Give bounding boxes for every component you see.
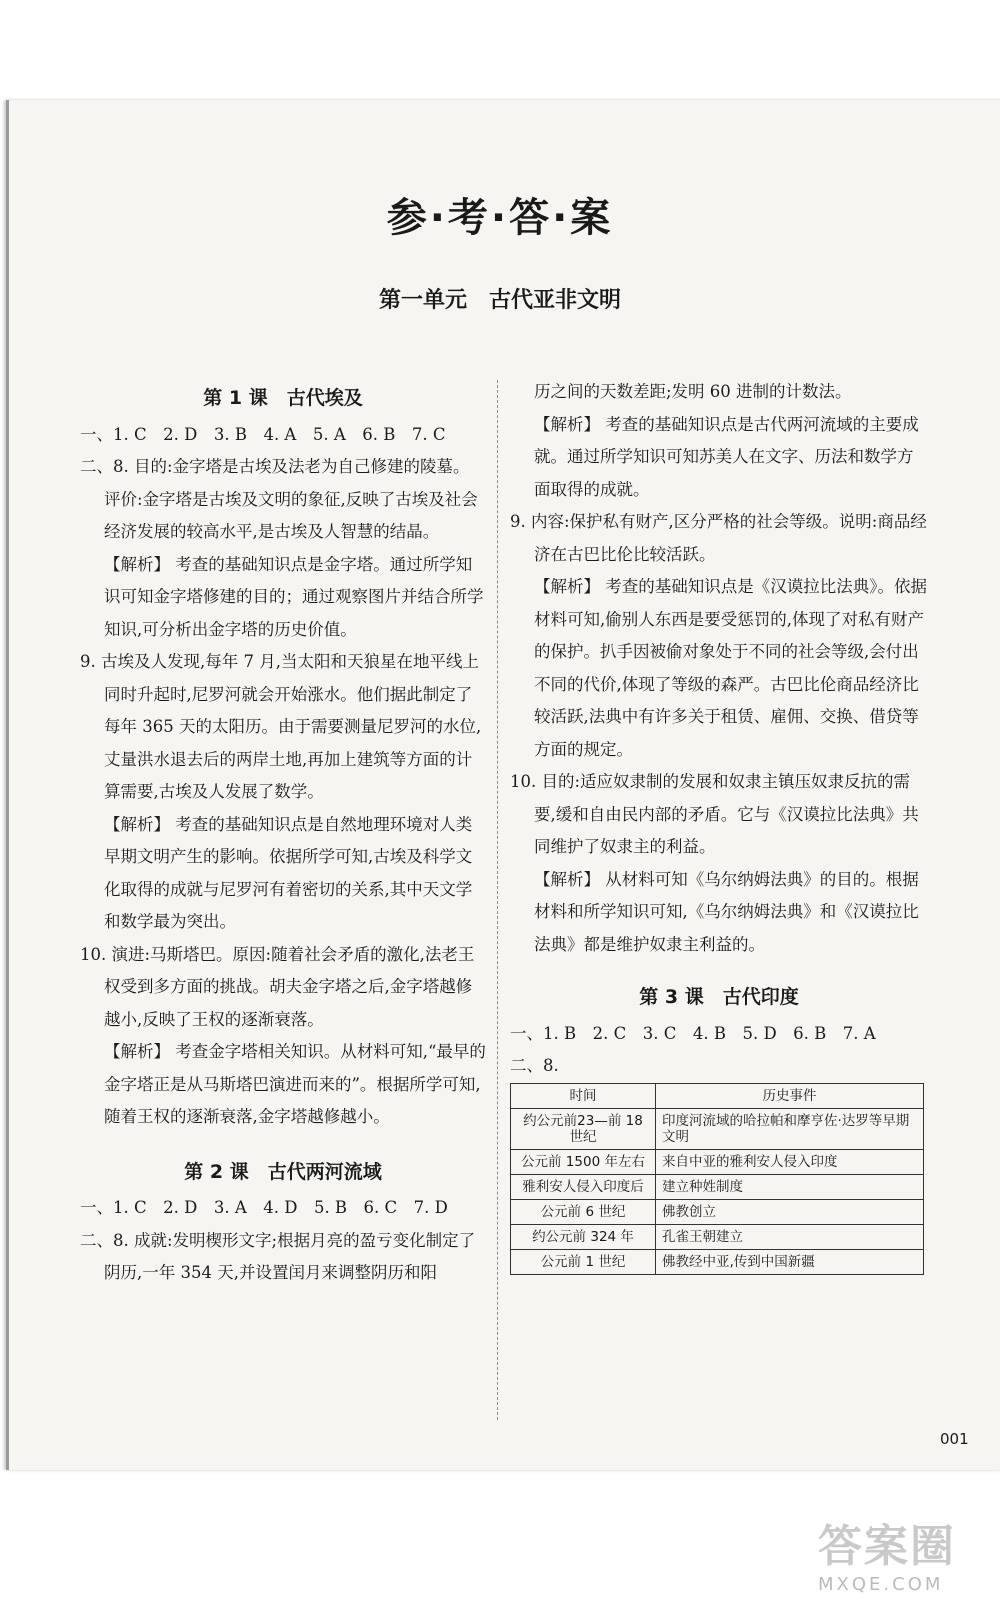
table-cell-event: 佛教经中亚,传到中国新疆: [656, 1249, 924, 1274]
history-events-table: [510, 1083, 924, 1275]
lesson-2-q8: 二、8. 成就:发明楔形文字;根据月亮的盈亏变化制定了阴历,一年 354 天,并设置闰月来调整阴历和阳: [80, 1230, 476, 1282]
watermark-text: 答案圈: [818, 1521, 956, 1572]
lesson-2-q9: 9. 内容:保护私有财产,区分严格的社会等级。说明:商品经济在古巴比伦比较活跃。: [510, 512, 927, 564]
table-row: [511, 1224, 924, 1249]
lesson-2-q8-analysis: 【解析】 考查的基础知识点是古代两河流域的主要成就。通过所学知识可知苏美人在文字、历法和数学方面取得的成就。: [534, 414, 919, 499]
table-cell-event: 来自中亚的雅利安人侵入印度: [656, 1149, 924, 1174]
table-cell-event: 印度河流域的哈拉帕和摩亨佐·达罗等早期文明: [656, 1108, 924, 1149]
table-header-time: 时间: [511, 1083, 656, 1108]
lesson-3-choice-answers: 一、1. B 2. C 3. C 4. B 5. D 6. B 7. A: [510, 1023, 876, 1043]
table-cell-event: 建立种姓制度: [656, 1174, 924, 1199]
watermark-logo: [818, 1510, 956, 1595]
lesson-1-q9-analysis: 【解析】 考查的基础知识点是自然地理环境对人类早期文明产生的影响。依据所学可知,古埃及科学文化取得的成就与尼罗河有着密切的关系,其中天文学和数学最为突出。: [104, 814, 473, 931]
lesson-1-title: 第 1 课 古代埃及: [203, 387, 363, 409]
table-cell-time: 雅利安人侵入印度后: [511, 1174, 656, 1199]
unit-heading: 第一单元 古代亚非文明: [378, 288, 621, 313]
page-number: 001: [940, 1430, 969, 1448]
page-title: 参·考·答·案: [386, 195, 614, 241]
table-cell-event: 孔雀王朝建立: [656, 1224, 924, 1249]
watermark-url: MXQE.COM: [818, 1574, 944, 1595]
lesson-3-q8: 二、8.: [510, 1056, 559, 1075]
left-column: [80, 376, 486, 1290]
lesson-1-q8-analysis: 【解析】 考查的基础知识点是金字塔。通过所学知识可知金字塔修建的目的；通过观察图片并结合所学知识,可分析出金字塔的历史价值。: [104, 554, 484, 639]
lesson-1-choice-answers: 一、1. C 2. D 3. B 4. A 5. A 6. B 7. C: [80, 424, 446, 444]
table-cell-time: 约公元前23—前 18 世纪: [511, 1108, 656, 1149]
table-row: [511, 1174, 924, 1199]
lesson-2-q8-continued: 历之间的天数差距;发明 60 进制的计数法。: [534, 382, 852, 401]
lesson-2-choice-answers: 一、1. C 2. D 3. A 4. D 5. B 6. C 7. D: [80, 1198, 448, 1217]
table-cell-time: 公元前 1500 年左右: [511, 1149, 656, 1174]
lesson-3-title: 第 3 课 古代印度: [639, 986, 799, 1008]
table-row: [511, 1199, 924, 1224]
table-header-row: [511, 1083, 924, 1108]
table-cell-time: 约公元前 324 年: [511, 1224, 656, 1249]
lesson-1-q10-analysis: 【解析】 考查金字塔相关知识。从材料可知,“最早的金字塔正是从马斯塔巴演进而来的”。根据所学可知,随着王权的逐渐衰落,金字塔越修越小。: [104, 1042, 486, 1126]
lesson-2-q9-analysis: 【解析】 考查的基础知识点是《汉谟拉比法典》。依据材料可知,偷别人东西是要受惩罚的,体现了对私有财产的保护。扒手因被偷对象处于不同的社会等级,会付出不同的代价,体现了等级的森严。古巴比伦商品经济比较活跃,法典中有许多关于租赁、雇佣、交换、借贷等方面的规定。: [534, 577, 927, 759]
lesson-1-q8: 二、8. 目的:金字塔是古埃及法老为自己修建的陵墓。评价:金字塔是古埃及文明的象征,反映了古埃及社会经济发展的较高水平,是古埃及人智慧的结晶。: [80, 457, 478, 541]
table-row: [511, 1249, 924, 1274]
lesson-2-title: 第 2 课 古代两河流域: [184, 1160, 382, 1183]
table-row: [511, 1108, 924, 1149]
table-cell-time: 公元前 6 世纪: [511, 1199, 656, 1224]
lesson-1-q9: 9. 古埃及人发现,每年 7 月,当太阳和天狼星在地平线上同时升起时,尼罗河就会开始涨水。他们据此制定了每年 365 天的太阳历。由于需要测量尼罗河的水位,丈量洪水退去后的两岸土地,再加上建筑等方面的计算需要,古埃及人发展了数学。: [80, 652, 482, 801]
table-header-event: 历史事件: [656, 1083, 924, 1108]
right-column: [510, 376, 928, 1275]
lesson-2-q10: 10. 目的:适应奴隶制的发展和奴隶主镇压奴隶反抗的需要,缓和自由民内部的矛盾。它与《汉谟拉比法典》共同维护了奴隶主的利益。: [510, 772, 919, 856]
table-cell-time: 公元前 1 世纪: [511, 1249, 656, 1274]
table-row: [511, 1149, 924, 1174]
table-cell-event: 佛教创立: [656, 1199, 924, 1224]
column-divider: [497, 380, 498, 1420]
lesson-2-q10-analysis: 【解析】 从材料可知《乌尔纳姆法典》的目的。根据材料和所学知识可知,《乌尔纳姆法典》和《汉谟拉比法典》都是维护奴隶主利益的。: [534, 869, 919, 954]
lesson-1-q10: 10. 演进:马斯塔巴。原因:随着社会矛盾的激化,法老王权受到多方面的挑战。胡夫金字塔之后,金字塔越修越小,反映了王权的逐渐衰落。: [80, 944, 475, 1029]
